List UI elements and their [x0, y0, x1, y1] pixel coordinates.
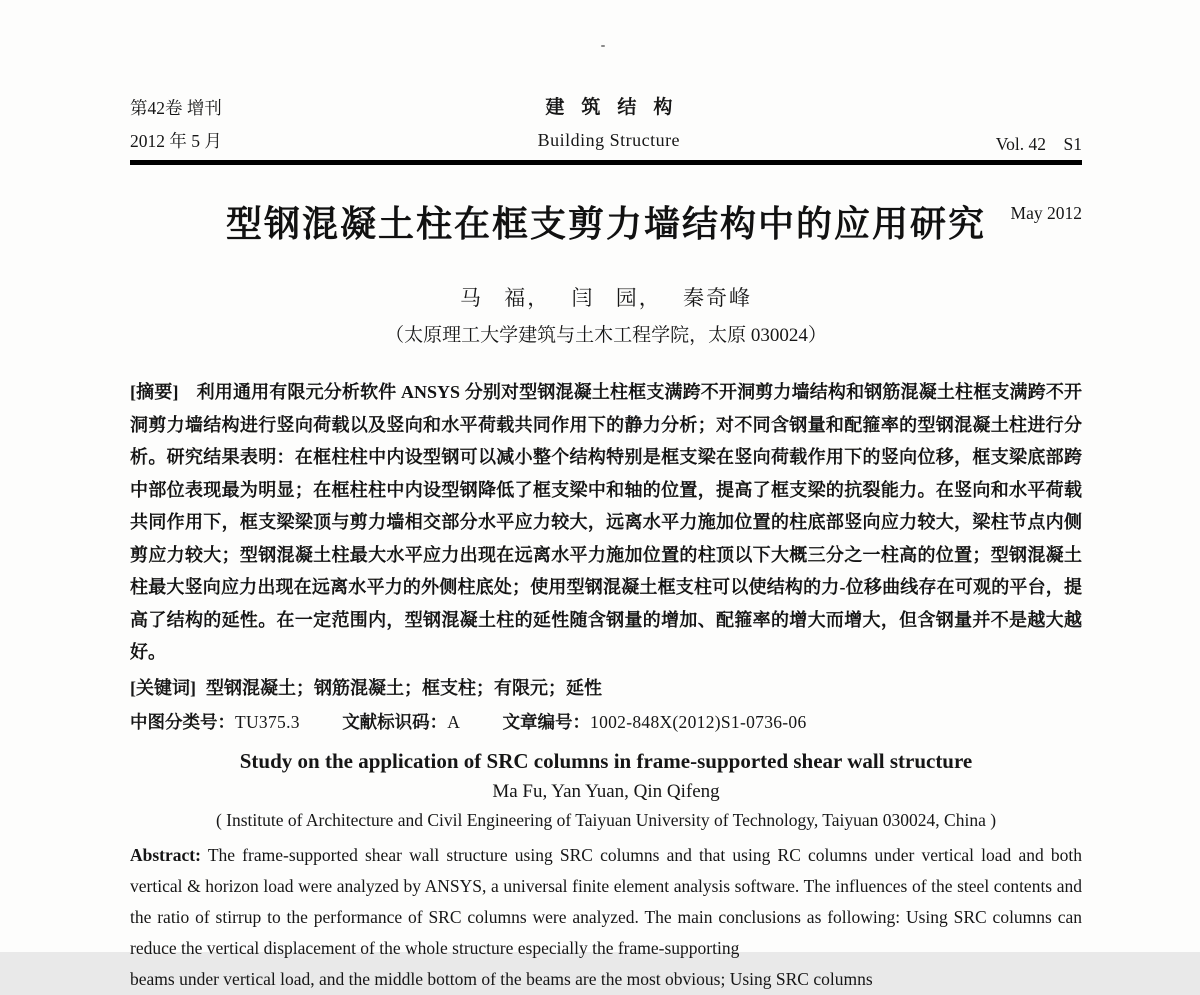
abstract-label-cn: [摘要] — [130, 382, 179, 402]
abstract-text-cn: 利用通用有限元分析软件 ANSYS 分别对型钢混凝土柱框支满跨不开洞剪力墙结构和钢筋混凝土柱框支满跨不开洞剪力墙结构进行竖向荷载以及竖向和水平荷载共同作用下的静力分析；对不同含钢量和配箍率的型钢混凝土柱进行分析。研究结果表明：在框柱柱中内设型钢可以减小整个结构特别是框支梁在竖向荷载作用下的竖向位移，框支梁底部跨中部位表现最为明显；在框柱柱中内设型钢降低了框支梁中和轴的位置，提高了框支梁的抗裂能力。在竖向和水平荷载共同作用下，框支梁梁顶与剪力墙相交部分水平应力较大，远离水平力施加位置的柱底部竖向应力较大，梁柱节点内侧剪应力较大；型钢混凝土柱最大水平应力出现在远离水平力施加位置的柱顶以下大概三分之一柱高的位置；型钢混凝土柱最大竖向应力出现在远离水平力的外侧柱底处；使用型钢混凝土框支柱可以使结构的力-位移曲线存在可观的平台，提高了结构的延性。在一定范围内，型钢混凝土柱的延性随含钢量的增加、配箍率的增大而增大，但含钢量并不是越大越好。 — [130, 382, 1082, 662]
volume-issue-en: Vol. 42 S1 — [995, 134, 1082, 154]
article-id-label: 文章编号： — [502, 711, 591, 732]
abstract-text-en: The frame-supported shear wall structure using SRC columns and that using RC columns under vertical load and both vertical & horizon load were analyzed by ANSYS, a universal finite element analysis software. The influences of the steel contents and the ratio of stirrup to the performance of SRC columns were analyzed. The main conclusions as following: Using SRC columns can reduce the vertical displacement of the whole structure especially the frame-supporting — [130, 844, 1082, 958]
header-divider-rule — [130, 160, 1082, 165]
clc-group — [130, 712, 300, 732]
abstract-paragraph-cn — [130, 376, 1082, 669]
affiliation-cn: （太原理工大学建筑与土木工程学院，太原 030024） — [385, 325, 827, 346]
issue-date-cn: 2012 年 5 月 — [130, 131, 222, 151]
english-section — [130, 749, 1082, 995]
doc-code-group — [342, 712, 460, 732]
affiliation-en: ( Institute of Architecture and Civil Engineering of Taiyuan University of Technology, Taiyuan 030024, China ) — [215, 809, 997, 830]
abstract-label-en: Abstract: — [130, 844, 201, 865]
issue-date-en: May 2012 — [1010, 203, 1082, 223]
clc-value: TU375.3 — [235, 711, 300, 732]
journal-issue-info-cn — [130, 92, 222, 158]
keywords-label-cn: [关键词] — [130, 677, 196, 698]
keywords-text-cn: 型钢混凝土；钢筋混凝土；框支柱；有限元；延性 — [206, 677, 602, 698]
article-title-en: Study on the application of SRC columns in frame-supported shear wall structure — [239, 748, 973, 773]
article-id-value: 1002-848X(2012)S1-0736-06 — [590, 711, 807, 732]
doc-code-value: A — [447, 711, 461, 732]
clc-label: 中图分类号： — [130, 711, 235, 732]
doc-code-label: 文献标识码： — [342, 711, 448, 732]
scan-artifact-dot — [601, 45, 605, 47]
abstract-clipped-line-en: beams under vertical load, and the middle bottom of the beams are the most obvious; Using SRC columns — [130, 968, 873, 989]
classification-line — [130, 705, 1082, 739]
journal-name-block — [528, 92, 689, 157]
abstract-paragraph-en — [130, 840, 1082, 964]
journal-name-cn: 建筑结构 — [545, 97, 690, 118]
article-id-group — [503, 712, 807, 732]
article-body-column — [130, 376, 1082, 995]
journal-name-en: Building Structure — [537, 130, 681, 150]
authors-en: Ma Fu, Yan Yuan, Qin Qifeng — [492, 780, 720, 802]
keywords-line-cn — [130, 671, 1082, 705]
authors-cn: 马 福， 闫 园， 秦奇峰 — [460, 286, 752, 310]
volume-issue-cn: 第42卷 增刊 — [130, 98, 222, 118]
article-title-cn: 型钢混凝土柱在框支剪力墙结构中的应用研究 — [225, 204, 986, 244]
